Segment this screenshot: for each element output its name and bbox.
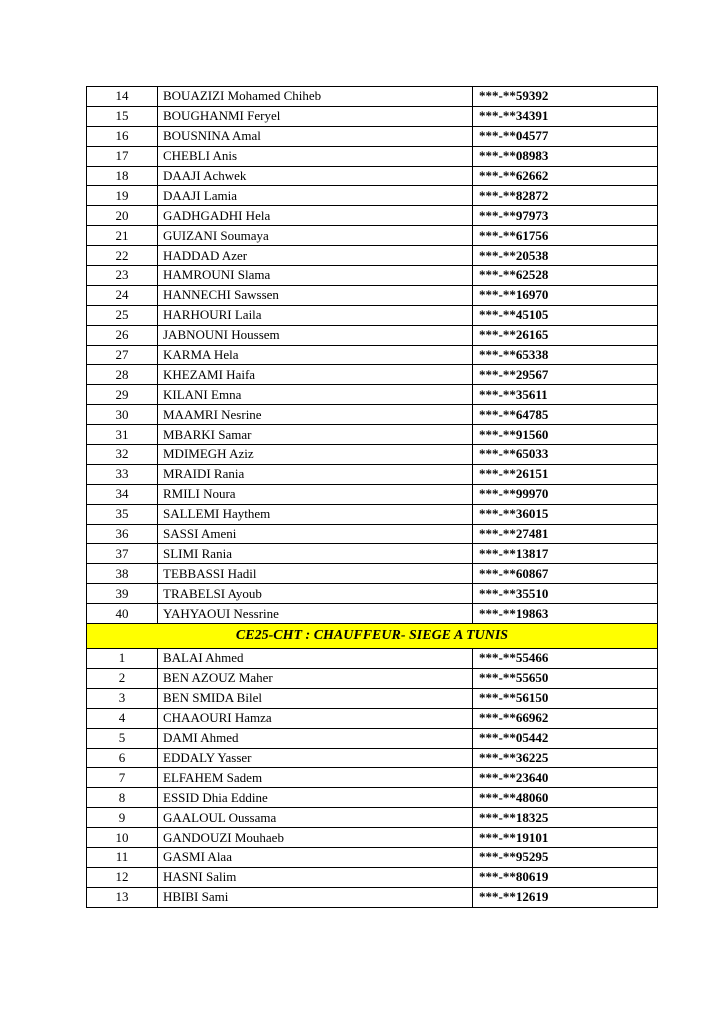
candidate-id: ***-**19863 [473,604,658,624]
candidate-id: ***-**36015 [473,504,658,524]
section-title: CE25-CHT : CHAUFFEUR- SIEGE A TUNIS [87,624,658,649]
table-row [87,788,658,808]
candidate-id: ***-**80619 [473,867,658,887]
row-number: 30 [87,405,158,425]
table-row [87,847,658,867]
table-row [87,887,658,907]
row-number: 12 [87,867,158,887]
candidate-id: ***-**56150 [473,688,658,708]
candidate-id: ***-**65338 [473,345,658,365]
candidate-name: SLIMI Rania [158,544,473,564]
candidate-name: HANNECHI Sawssen [158,285,473,305]
row-number: 34 [87,484,158,504]
row-number: 15 [87,106,158,126]
candidate-id: ***-**55466 [473,649,658,669]
candidate-id: ***-**08983 [473,146,658,166]
candidate-id: ***-**34391 [473,106,658,126]
row-number: 14 [87,87,158,107]
row-number: 20 [87,206,158,226]
row-number: 32 [87,445,158,465]
candidate-name: ELFAHEM Sadem [158,768,473,788]
candidate-id: ***-**45105 [473,305,658,325]
candidate-id: ***-**61756 [473,226,658,246]
table-row [87,206,658,226]
row-number: 26 [87,325,158,345]
candidate-id: ***-**62662 [473,166,658,186]
candidate-id: ***-**60867 [473,564,658,584]
row-number: 22 [87,246,158,266]
table-row [87,808,658,828]
table-row [87,266,658,286]
row-number: 18 [87,166,158,186]
candidate-name: HARHOURI Laila [158,305,473,325]
row-number: 25 [87,305,158,325]
table-row [87,504,658,524]
row-number: 27 [87,345,158,365]
candidate-id: ***-**18325 [473,808,658,828]
row-number: 37 [87,544,158,564]
table-row [87,484,658,504]
table-row [87,464,658,484]
row-number: 13 [87,887,158,907]
candidate-name: BOUAZIZI Mohamed Chiheb [158,87,473,107]
candidate-name: JABNOUNI Houssem [158,325,473,345]
candidate-id: ***-**23640 [473,768,658,788]
table-row [87,325,658,345]
candidate-name: EDDALY Yasser [158,748,473,768]
candidate-name: BEN SMIDA Bilel [158,688,473,708]
candidate-id: ***-**05442 [473,728,658,748]
row-number: 5 [87,728,158,748]
table-row [87,425,658,445]
table-row [87,564,658,584]
candidate-id: ***-**20538 [473,246,658,266]
table-row [87,649,658,669]
candidate-name: MRAIDI Rania [158,464,473,484]
table-row [87,345,658,365]
candidate-id: ***-**66962 [473,708,658,728]
row-number: 3 [87,688,158,708]
candidate-id: ***-**64785 [473,405,658,425]
candidate-id: ***-**62528 [473,266,658,286]
table-row [87,285,658,305]
candidate-name: BOUGHANMI Feryel [158,106,473,126]
row-number: 2 [87,668,158,688]
candidate-id: ***-**26165 [473,325,658,345]
table-row [87,708,658,728]
table-body [87,87,658,908]
candidate-name: RMILI Noura [158,484,473,504]
table-row [87,584,658,604]
candidate-id: ***-**65033 [473,445,658,465]
table-row [87,166,658,186]
candidate-name: GADHGADHI Hela [158,206,473,226]
row-number: 38 [87,564,158,584]
table-row [87,668,658,688]
candidate-id: ***-**36225 [473,748,658,768]
row-number: 4 [87,708,158,728]
row-number: 28 [87,365,158,385]
candidate-id: ***-**95295 [473,847,658,867]
candidate-name: MAAMRI Nesrine [158,405,473,425]
table-row [87,604,658,624]
row-number: 16 [87,126,158,146]
candidate-name: TEBBASSI Hadil [158,564,473,584]
row-number: 24 [87,285,158,305]
candidate-name: KHEZAMI Haifa [158,365,473,385]
candidate-id: ***-**04577 [473,126,658,146]
candidate-id: ***-**35611 [473,385,658,405]
candidate-id: ***-**59392 [473,87,658,107]
candidate-id: ***-**16970 [473,285,658,305]
candidate-name: BEN AZOUZ Maher [158,668,473,688]
row-number: 39 [87,584,158,604]
row-number: 40 [87,604,158,624]
row-number: 21 [87,226,158,246]
table-row [87,385,658,405]
candidate-name: DAAJI Lamia [158,186,473,206]
candidate-name: GASMI Alaa [158,847,473,867]
candidates-table [86,86,658,908]
candidate-id: ***-**12619 [473,887,658,907]
table-row [87,365,658,385]
table-row [87,688,658,708]
candidate-id: ***-**97973 [473,206,658,226]
row-number: 6 [87,748,158,768]
row-number: 23 [87,266,158,286]
table-row [87,146,658,166]
row-number: 35 [87,504,158,524]
candidate-name: BOUSNINA Amal [158,126,473,146]
table-row [87,728,658,748]
table-row [87,305,658,325]
candidate-id: ***-**13817 [473,544,658,564]
candidate-id: ***-**19101 [473,828,658,848]
row-number: 10 [87,828,158,848]
candidate-name: KARMA Hela [158,345,473,365]
row-number: 7 [87,768,158,788]
candidate-name: CHEBLI Anis [158,146,473,166]
candidate-id: ***-**91560 [473,425,658,445]
row-number: 29 [87,385,158,405]
candidate-name: ESSID Dhia Eddine [158,788,473,808]
row-number: 11 [87,847,158,867]
candidate-name: GUIZANI Soumaya [158,226,473,246]
table-row [87,544,658,564]
row-number: 33 [87,464,158,484]
candidate-name: HBIBI Sami [158,887,473,907]
candidate-name: BALAI Ahmed [158,649,473,669]
table-row [87,768,658,788]
candidate-name: GAALOUL Oussama [158,808,473,828]
candidate-name: HAMROUNI Slama [158,266,473,286]
candidate-id: ***-**82872 [473,186,658,206]
candidate-name: MBARKI Samar [158,425,473,445]
candidate-name: CHAAOURI Hamza [158,708,473,728]
candidate-name: DAAJI Achwek [158,166,473,186]
section-header-row [87,624,658,649]
row-number: 8 [87,788,158,808]
row-number: 1 [87,649,158,669]
table-row [87,867,658,887]
table-row [87,246,658,266]
candidate-name: YAHYAOUI Nessrine [158,604,473,624]
row-number: 36 [87,524,158,544]
candidate-id: ***-**48060 [473,788,658,808]
table-row [87,524,658,544]
candidate-name: SASSI Ameni [158,524,473,544]
row-number: 19 [87,186,158,206]
candidate-name: HASNI Salim [158,867,473,887]
table-row [87,226,658,246]
candidate-name: SALLEMI Haythem [158,504,473,524]
table-row [87,87,658,107]
table-row [87,445,658,465]
table-row [87,748,658,768]
row-number: 9 [87,808,158,828]
table-row [87,106,658,126]
candidate-id: ***-**27481 [473,524,658,544]
table-row [87,126,658,146]
candidate-name: MDIMEGH Aziz [158,445,473,465]
row-number: 17 [87,146,158,166]
candidate-id: ***-**26151 [473,464,658,484]
candidate-name: TRABELSI Ayoub [158,584,473,604]
candidate-name: DAMI Ahmed [158,728,473,748]
table-row [87,186,658,206]
candidate-id: ***-**99970 [473,484,658,504]
candidate-name: HADDAD Azer [158,246,473,266]
candidate-id: ***-**55650 [473,668,658,688]
candidate-id: ***-**29567 [473,365,658,385]
candidate-name: KILANI Emna [158,385,473,405]
row-number: 31 [87,425,158,445]
table-row [87,828,658,848]
candidate-id: ***-**35510 [473,584,658,604]
table-row [87,405,658,425]
candidate-name: GANDOUZI Mouhaeb [158,828,473,848]
